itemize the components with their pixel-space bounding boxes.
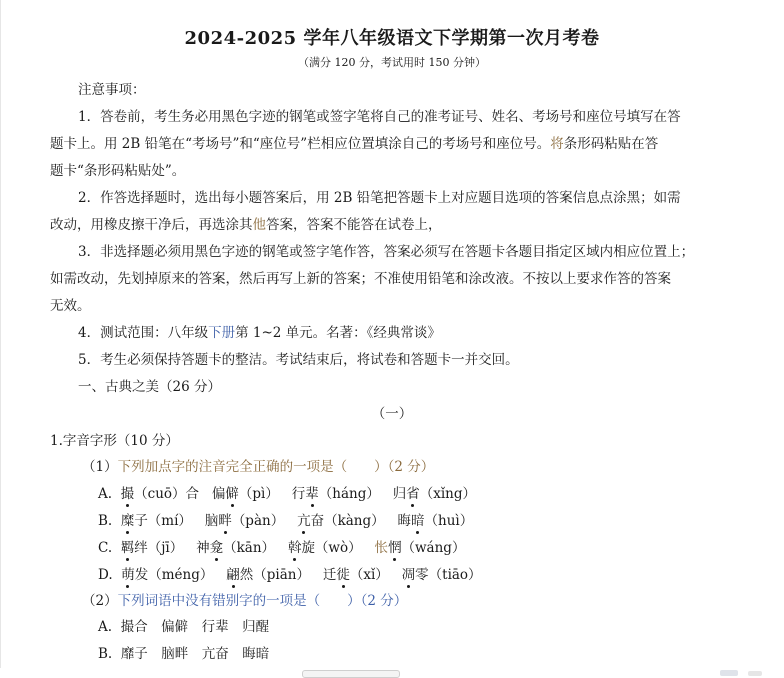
question-1-2-stem bbox=[82, 592, 407, 610]
question-1-1-number: （1） bbox=[82, 459, 118, 475]
question-1-2-number: （2） bbox=[82, 593, 118, 609]
notice-line-5-text: 改动，用橡皮擦干净后，再选涂其 bbox=[50, 217, 253, 233]
option-word: 脑 bbox=[204, 513, 219, 529]
dotted-char: 惘 bbox=[388, 540, 402, 556]
notice-line-8: 无效。 bbox=[50, 298, 91, 314]
option-word: 迁 bbox=[322, 567, 337, 583]
notice-line-1: 1．答卷前，考生务必用黑色字迹的钢笔或签字笔将自己的准考证号、姓名、考场号和座位号填写在答 bbox=[78, 109, 681, 125]
option-1-2-a bbox=[98, 618, 269, 636]
notice-line-7: 如需改动，先划掉原来的答案，然后再写上新的答案；不准使用铅笔和涂改液。不按以上要求作答的答案 bbox=[50, 271, 671, 287]
dotted-char: 僻 bbox=[225, 486, 239, 502]
notice-line-2-tail: 条形码粘贴在答 bbox=[563, 136, 659, 152]
option-word: 行 bbox=[291, 486, 306, 502]
question-1-heading: 1.字音字形（10 分） bbox=[50, 433, 179, 449]
option-letter: B. bbox=[98, 513, 113, 529]
notice-line-2-highlight: 将 bbox=[550, 136, 564, 152]
exam-title: 2024-2025 学年八年级语文下学期第一次月考卷 bbox=[184, 28, 600, 49]
option-word: （kān） bbox=[223, 540, 276, 556]
dotted-char: 徙 bbox=[336, 567, 350, 583]
dotted-char: 萌 bbox=[121, 567, 135, 583]
option-1-1-c bbox=[98, 539, 465, 557]
option-word: 绊（jī） bbox=[134, 540, 184, 556]
option-word: 发（méng） bbox=[134, 567, 214, 583]
page-edge bbox=[0, 0, 1, 676]
option-word: （cuō）合 bbox=[134, 486, 200, 502]
option-word: （huì） bbox=[424, 513, 474, 529]
notice-line-9-tail: 第 1~2 单元。名著：《经典常谈》 bbox=[235, 325, 441, 341]
option-word: （háng） bbox=[318, 486, 380, 502]
question-1-1-text: 下列加点字的注音完全正确的一项是（ ）（2 分） bbox=[117, 459, 435, 475]
part-label: （一） bbox=[371, 406, 413, 422]
notice-line-9-text: 4．测试范围：八年级 bbox=[78, 325, 209, 341]
section-heading: 一、古典之美（26 分） bbox=[78, 379, 221, 395]
exam-subtitle: （满分 120 分，考试用时 150 分钟） bbox=[298, 56, 486, 69]
notice-line-5-tail: 答案，答案不能答在试卷上， bbox=[266, 217, 442, 233]
notice-line-4: 2．作答选择题时，选出每小题答案后，用 2B 铅笔把答题卡上对应题目选项的答案信息点涂黑；如需 bbox=[78, 190, 681, 206]
option-word: 怅 bbox=[374, 540, 388, 556]
option-word: 神 bbox=[196, 540, 210, 556]
option-word: 晦 bbox=[397, 513, 412, 529]
option-words: 靡子 脑畔 亢奋 晦暗 bbox=[120, 646, 270, 662]
option-1-1-b bbox=[98, 512, 473, 530]
option-letter: A. bbox=[98, 619, 113, 635]
option-word: 归 bbox=[392, 486, 407, 502]
option-word: 然（piān） bbox=[239, 567, 310, 583]
dotted-char: 撮 bbox=[120, 486, 135, 502]
question-1-1-stem bbox=[82, 458, 434, 476]
option-letter: D. bbox=[98, 567, 113, 583]
zoom-button[interactable] bbox=[748, 671, 762, 676]
view-toggle-button[interactable] bbox=[720, 670, 738, 676]
option-word: （xǐ） bbox=[349, 567, 389, 583]
dotted-char: 羁 bbox=[120, 540, 135, 556]
option-word: 零（tiāo） bbox=[415, 567, 482, 583]
option-words: 撮合 偏僻 行辈 归醒 bbox=[120, 619, 270, 635]
dotted-char: 糜 bbox=[120, 513, 135, 529]
horizontal-scrollbar[interactable] bbox=[302, 670, 400, 678]
dotted-char: 省 bbox=[406, 486, 420, 502]
dotted-char: 翩 bbox=[226, 567, 240, 583]
option-word: 子（mí） bbox=[134, 513, 192, 529]
option-word: （pì） bbox=[238, 486, 279, 502]
dotted-char: 畔 bbox=[218, 513, 232, 529]
notice-line-2 bbox=[50, 135, 658, 153]
option-1-1-d bbox=[98, 566, 482, 584]
notice-heading: 注意事项： bbox=[78, 82, 146, 98]
notice-line-5-highlight: 他 bbox=[252, 217, 266, 233]
notice-line-3: 题卡“条形码粘贴处”。 bbox=[50, 163, 186, 179]
option-word: 奋（kàng） bbox=[310, 513, 385, 529]
notice-line-5 bbox=[50, 216, 442, 234]
notice-line-9 bbox=[78, 324, 441, 342]
notice-line-2-text: 题卡上。用 2B 铅笔在“考场号”和“座位号”栏相应位置填涂自己的考场号和座位号。 bbox=[50, 136, 551, 152]
option-letter: A. bbox=[98, 486, 113, 502]
dotted-char: 斡 bbox=[287, 540, 302, 556]
notice-line-9-highlight: 下册 bbox=[208, 325, 236, 341]
notice-line-6: 3．非选择题必须用黑色字迹的钢笔或签字笔作答，答案必须写在答题卡各题目指定区域内相应位置上； bbox=[78, 244, 695, 260]
option-word: （wáng） bbox=[401, 540, 466, 556]
option-1-1-a bbox=[98, 485, 476, 503]
option-word: 旋（wò） bbox=[301, 540, 362, 556]
option-word: （xǐng） bbox=[419, 486, 476, 502]
dotted-char: 暗 bbox=[411, 513, 425, 529]
dotted-char: 亢 bbox=[297, 513, 311, 529]
option-letter: B. bbox=[98, 646, 113, 662]
option-letter: C. bbox=[98, 540, 113, 556]
dotted-char: 辈 bbox=[305, 486, 319, 502]
option-word: 偏 bbox=[211, 486, 226, 502]
option-word: （pàn） bbox=[231, 513, 285, 529]
dotted-char: 龛 bbox=[209, 540, 224, 556]
option-1-2-b bbox=[98, 645, 269, 663]
dotted-char: 凋 bbox=[401, 567, 416, 583]
notice-line-10: 5．考生必须保持答题卡的整洁。考试结束后，将试卷和答题卡一并交回。 bbox=[78, 352, 519, 368]
question-1-2-text: 下列词语中没有错别字的一项是（ ）（2 分） bbox=[117, 593, 408, 609]
